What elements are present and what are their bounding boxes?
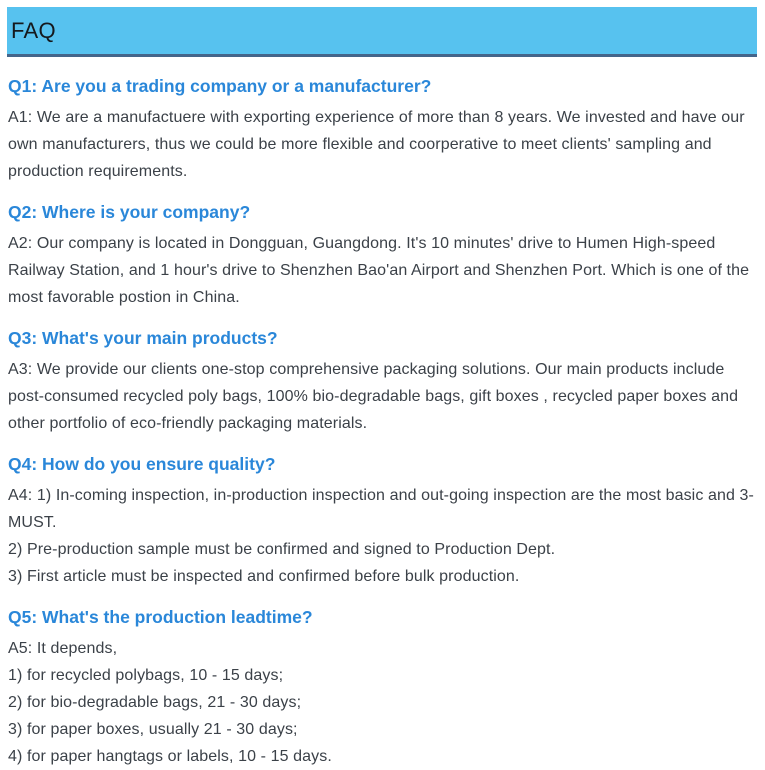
faq-item-5: [8, 606, 756, 770]
faq-answer-5-line-2: 1) for recycled polybags, 10 - 15 days;: [8, 667, 284, 684]
faq-answer-2-line-1: A2: Our company is located in Dongguan, Guangdong. It's 10 minutes' drive to Humen High-speed Railway Station, and 1 hour's drive to Shenzhen Bao'an Airport and Shenzhen Port. Which is one of the most favorable postion in China.: [8, 235, 750, 306]
faq-list: [7, 75, 757, 770]
faq-item-3: [8, 327, 756, 437]
page-title: FAQ: [11, 17, 56, 43]
faq-answer-4-line-3: 3) First article must be inspected and confirmed before bulk production.: [8, 568, 520, 585]
faq-answer-5-line-5: 4) for paper hangtags or labels, 10 - 15 days.: [8, 748, 332, 765]
faq-answer-5-line-1: A5: It depends,: [8, 640, 118, 657]
faq-answer-3-line-1: A3: We provide our clients one-stop comprehensive packaging solutions. Our main products include post-consumed recycled poly bags, 100% bio-degradable bags, gift boxes , recycled paper boxes and other portfolio of eco-friendly packaging materials.: [8, 361, 739, 432]
faq-section-header: [7, 7, 757, 57]
faq-answer-4-line-1: A4: 1) In-coming inspection, in-production inspection and out-going inspection are the most basic and 3-MUST.: [8, 487, 754, 531]
faq-answer-4-line-2: 2) Pre-production sample must be confirmed and signed to Production Dept.: [8, 541, 556, 558]
faq-question-1: Q1: Are you a trading company or a manufacturer?: [8, 76, 432, 96]
faq-question-5: Q5: What's the production leadtime?: [8, 607, 313, 627]
faq-answer-5-line-4: 3) for paper boxes, usually 21 - 30 days;: [8, 721, 298, 738]
faq-answer-1-line-1: A1: We are a manufactuere with exporting experience of more than 8 years. We invested and have our own manufacturers, thus we could be more flexible and coorperative to meet clients' sampling and production requirements.: [8, 109, 745, 180]
faq-question-2: Q2: Where is your company?: [8, 202, 251, 222]
faq-question-3: Q3: What's your main products?: [8, 328, 278, 348]
faq-answer-5-line-3: 2) for bio-degradable bags, 21 - 30 days;: [8, 694, 302, 711]
faq-item-4: [8, 453, 756, 590]
faq-item-1: [8, 75, 756, 185]
faq-question-4: Q4: How do you ensure quality?: [8, 454, 276, 474]
faq-item-2: [8, 201, 756, 311]
